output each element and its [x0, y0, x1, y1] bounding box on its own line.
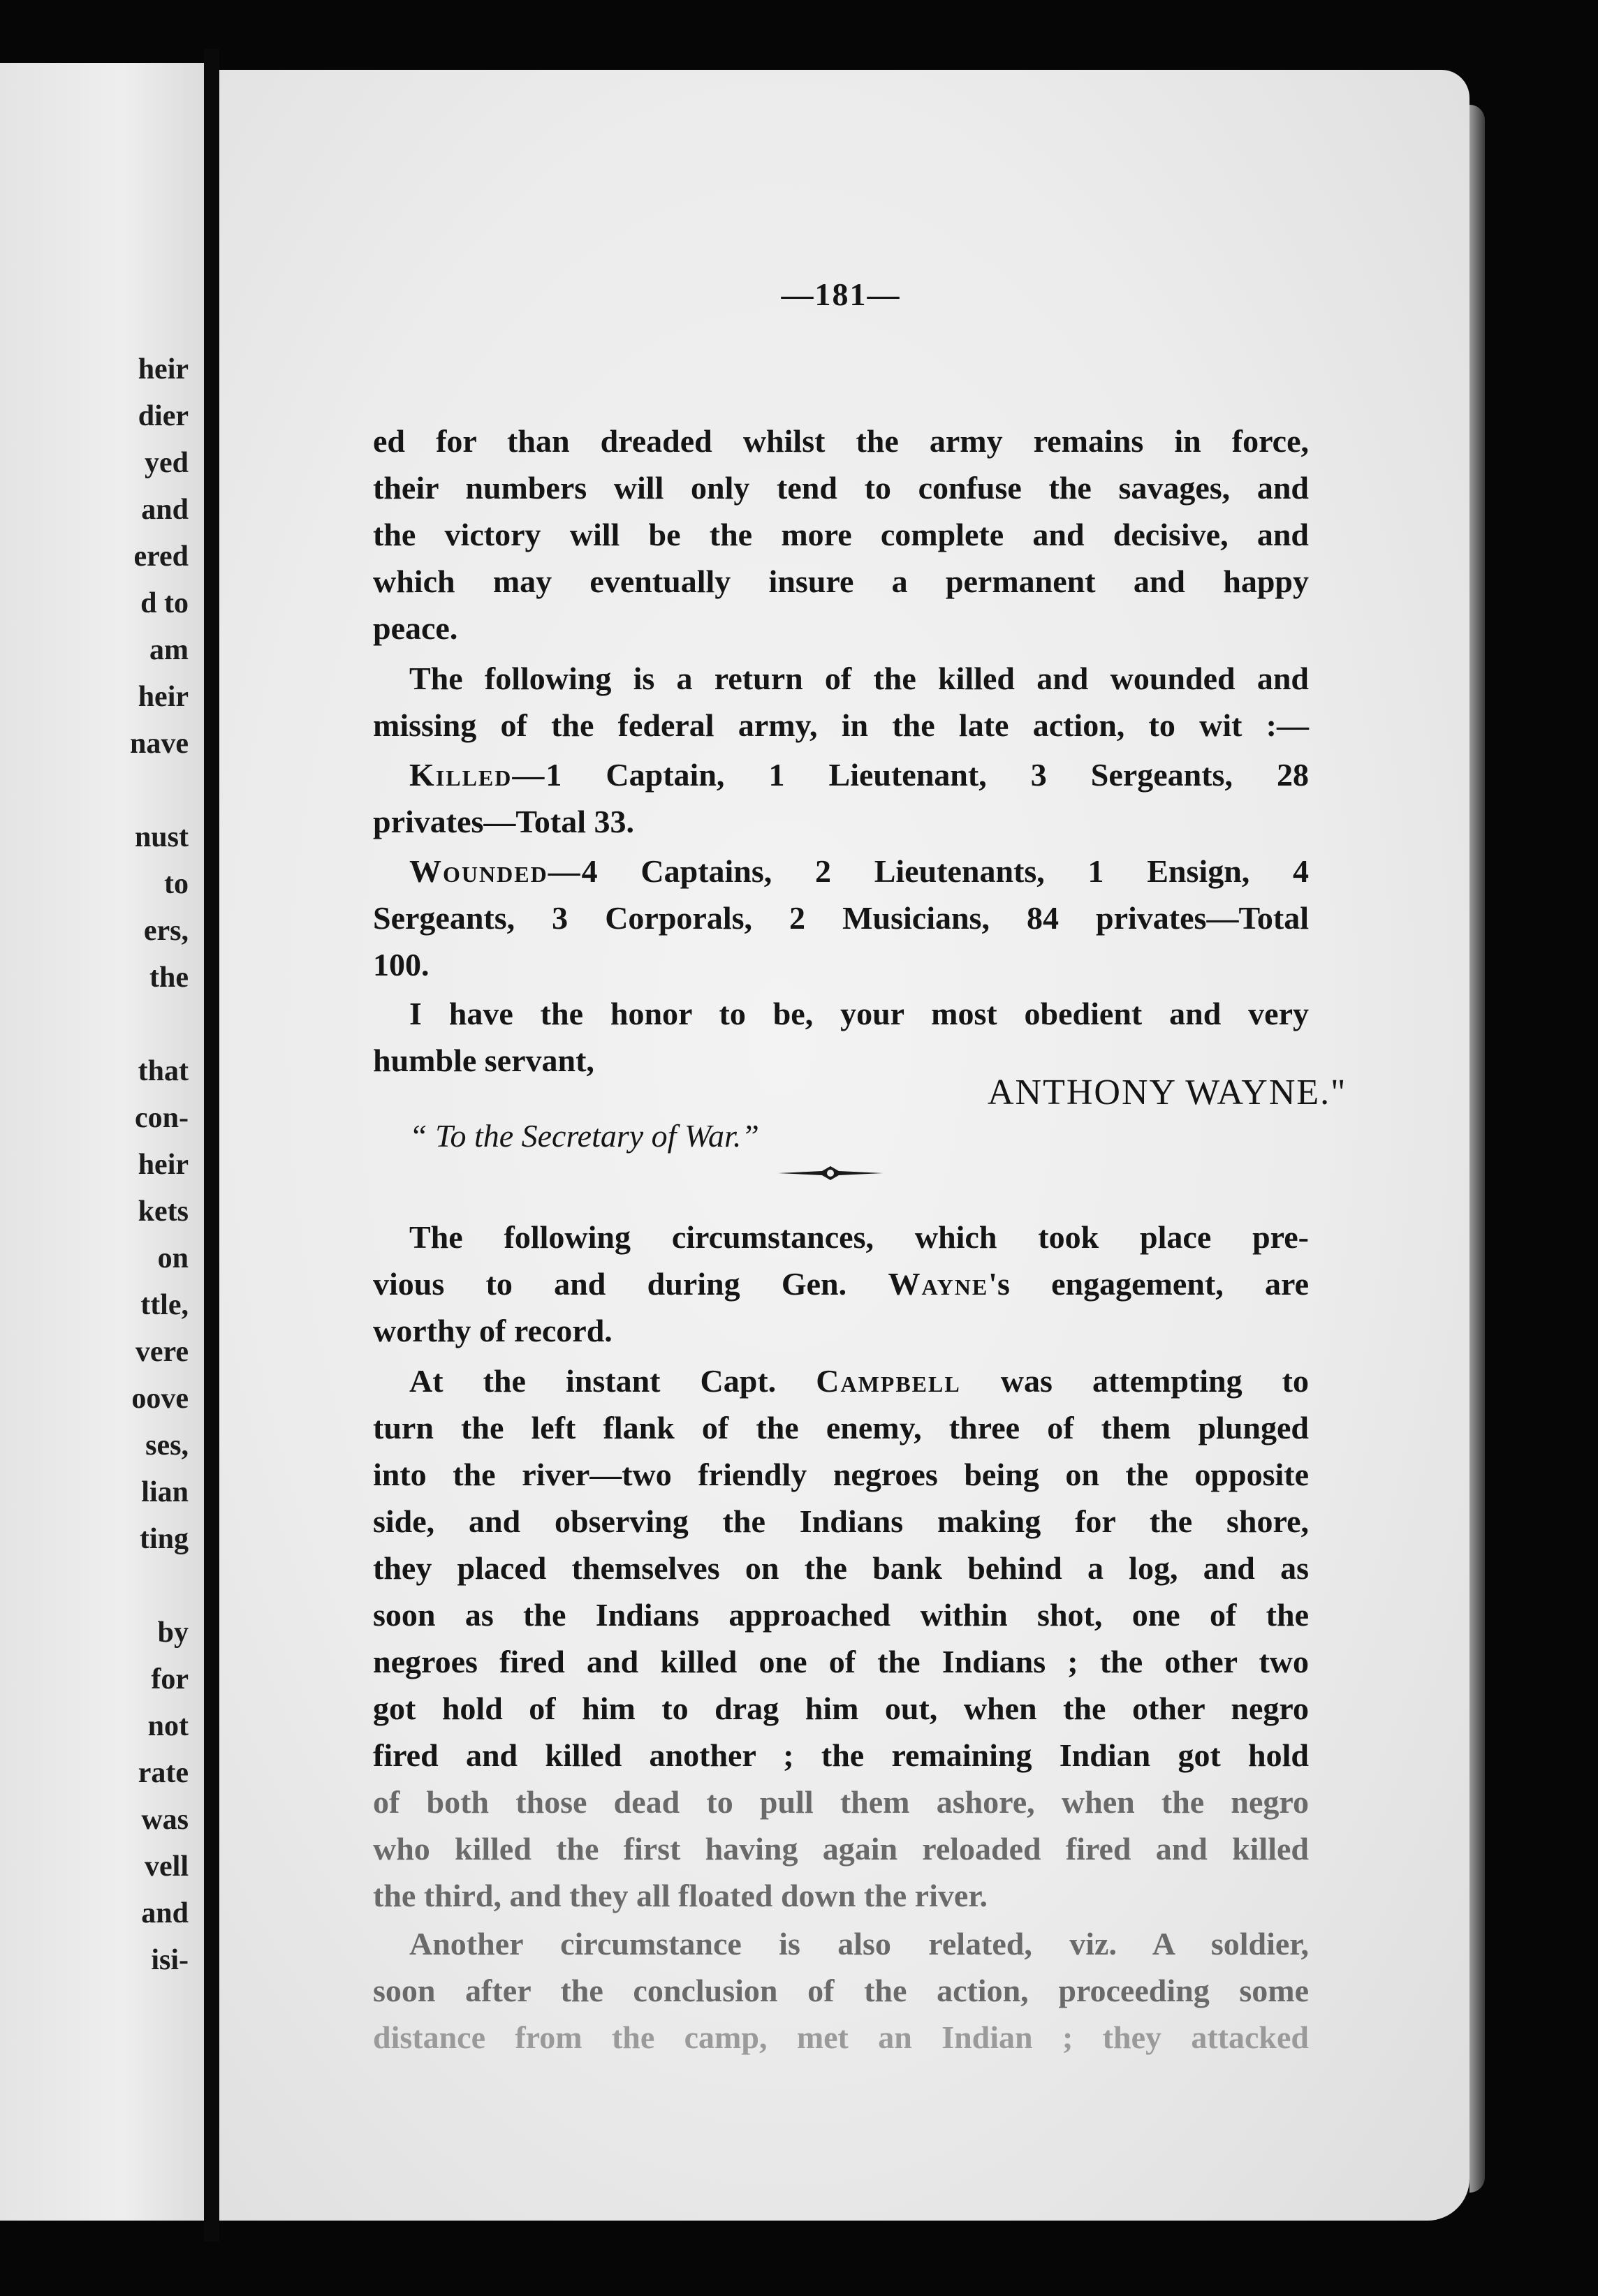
left-page-fragment: by — [157, 1617, 189, 1649]
wounded-label: Wounded— — [409, 853, 582, 889]
left-page-fragment: heir — [138, 681, 189, 713]
wounded-line: Wounded—4 Captains, 2 Lieutenants, 1 Ensign, 4 — [409, 853, 1309, 889]
text-line: the victory will be the more complete and decisive, and — [373, 517, 1309, 552]
left-page-fragment: dier — [138, 400, 189, 432]
left-page-fragment: kets — [138, 1195, 189, 1228]
text-line: humble servant, — [373, 1043, 594, 1078]
text-line: side, and observing the Indians making for the shore, — [373, 1503, 1309, 1539]
left-page-fragment: and — [141, 494, 189, 526]
text-line: their numbers will only tend to confuse the savages, and — [373, 470, 1309, 506]
left-page-fragment: ttle, — [140, 1289, 189, 1321]
page-edge — [1469, 105, 1485, 2193]
text-line: distance from the camp, met an Indian ; they attacked — [373, 2019, 1309, 2055]
signature: ANTHONY WAYNE." — [988, 1073, 1347, 1112]
killed-label: Killed— — [409, 757, 546, 793]
left-page-fragment: and — [141, 1897, 189, 1929]
text-line: got hold of him to drag him out, when the other negro — [373, 1691, 1309, 1726]
text-line: The following circumstances, which took place pre- — [409, 1219, 1309, 1255]
left-page-fragment: ses, — [145, 1429, 189, 1462]
text-line: I have the honor to be, your most obedient and very — [409, 996, 1309, 1031]
left-page-fragment: that — [138, 1055, 189, 1087]
left-page-fragment: vere — [135, 1336, 189, 1368]
text-line: into the river—two friendly negroes being on the opposite — [373, 1457, 1309, 1492]
text-line: which may eventually insure a permanent and happy — [373, 564, 1309, 599]
left-page-fragment: the — [149, 962, 189, 994]
text-line: who killed the first having again reloaded fired and killed — [373, 1831, 1309, 1867]
text-line: missing of the federal army, in the late action, to wit :— — [373, 707, 1309, 743]
left-page-fragment: to — [164, 868, 189, 900]
left-page-fragment: nave — [130, 728, 189, 760]
text-line: 100. — [373, 947, 430, 983]
left-page — [0, 63, 204, 2221]
text-line: soon after the conclusion of the action, proceeding some — [373, 1973, 1309, 2008]
left-page-fragment: yed — [145, 447, 189, 479]
section-divider-ornament — [775, 1159, 886, 1187]
text-line: Sergeants, 3 Corporals, 2 Musicians, 84 privates—Total — [373, 900, 1309, 936]
left-page-fragment: ered — [133, 540, 189, 573]
left-page-fragment: vell — [145, 1850, 189, 1883]
text-line: negroes fired and killed one of the Indians ; the other two — [373, 1644, 1309, 1679]
left-page-fragment: con- — [135, 1102, 189, 1134]
left-page-fragment: ers, — [143, 915, 189, 947]
text-line: fired and killed another ; the remaining Indian got hold — [373, 1737, 1309, 1773]
left-page-fragment: not — [147, 1710, 189, 1742]
text-line: At the instant Capt. Campbell was attempting to — [409, 1363, 1310, 1399]
text-line: privates—Total 33. — [373, 804, 634, 839]
addressee: “ To the Secretary of War.” — [409, 1118, 759, 1154]
text-line: vious to and during Gen. Wayne's engagement, are — [373, 1266, 1309, 1302]
page-number: —181— — [781, 277, 901, 312]
left-page-fragment: heir — [138, 1149, 189, 1181]
left-page-fragment: isi- — [151, 1944, 189, 1976]
left-page-fragment: oove — [131, 1383, 189, 1415]
text-line: of both those dead to pull them ashore, when the negro — [373, 1784, 1309, 1820]
text-line: worthy of record. — [373, 1313, 613, 1348]
text-line: The following is a return of the killed and wounded and — [409, 661, 1309, 696]
left-page-fragment: heir — [138, 353, 189, 385]
text-line: soon as the Indians approached within shot, one of the — [373, 1597, 1309, 1633]
campbell-name: Campbell — [816, 1363, 961, 1399]
wayne-name: Wayne — [888, 1266, 989, 1302]
left-page-fragment: on — [157, 1242, 189, 1274]
text-line: turn the left flank of the enemy, three of them plunged — [373, 1410, 1309, 1445]
left-page-fragment: am — [149, 634, 189, 666]
left-page-fragment: for — [151, 1663, 189, 1695]
text-line: Another circumstance is also related, viz. A soldier, — [409, 1926, 1309, 1962]
left-page-fragment: lian — [141, 1476, 189, 1508]
text-line: they placed themselves on the bank behind a log, and as — [373, 1550, 1309, 1586]
right-page — [219, 70, 1469, 2221]
left-page-fragment: was — [141, 1804, 189, 1836]
left-page-fragment: rate — [138, 1757, 189, 1789]
text-line: ed for than dreaded whilst the army remains in force, — [373, 423, 1309, 459]
left-page-fragment: d to — [140, 587, 189, 619]
text-line: the third, and they all floated down the river. — [373, 1878, 988, 1913]
book-gutter — [204, 49, 219, 2242]
text-line: peace. — [373, 610, 458, 646]
killed-line: Killed—1 Captain, 1 Lieutenant, 3 Sergeants, 28 — [409, 757, 1309, 793]
left-page-fragment: nust — [134, 821, 189, 853]
left-page-fragment: ting — [139, 1523, 189, 1555]
